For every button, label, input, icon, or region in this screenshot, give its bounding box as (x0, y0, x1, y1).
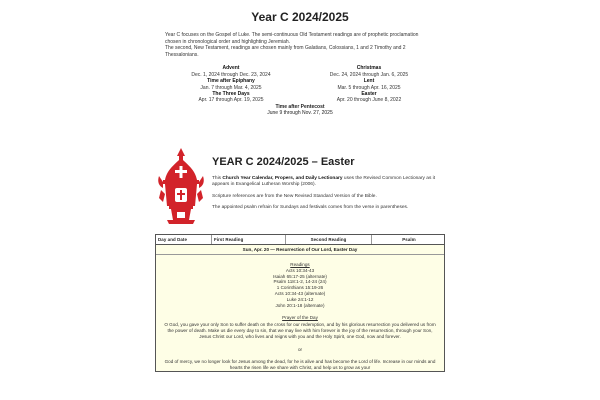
day-content (156, 255, 444, 371)
intro-paragraph-1: Year C focuses on the Gospel of Luke. The semi-continuous Old Testament readings are of prophetic proclamation chosen in chronological order and highlighting Jeremiah. (165, 32, 419, 45)
prayer-heading: Prayer of the Day (282, 315, 318, 321)
season-pentecost: Time after Pentecost June 9 through Nov. 27, 2025 (267, 103, 333, 117)
reading-item: Acts 10:34-43 (alternate) (274, 290, 326, 296)
day-title: Sun, Apr. 20 — Resurrection of Our Lord, Easter Day (156, 245, 444, 255)
header-second-reading: Second Reading (286, 235, 372, 244)
easter-title: YEAR C 2024/2025 – Easter (212, 156, 355, 168)
header-day-and-date: Day and Date (156, 235, 212, 244)
season-christmas: Christmas Dec. 24, 2024 through Jan. 6, 2025 (329, 65, 409, 78)
overview-intro (165, 32, 435, 58)
reading-item: Isaiah 65:17-25 (alternate) (273, 273, 327, 279)
readings-heading: Readings (290, 262, 310, 267)
reading-item: Acts 10:34-43 (285, 267, 315, 273)
season-advent: Advent Dec. 1, 2024 through Dec. 23, 2024 (191, 65, 271, 78)
reading-item: Luke 24:1-12 (286, 296, 314, 302)
reading-item: 1 Corinthians 15:19-26 (276, 285, 324, 291)
year-overview-page (165, 8, 435, 117)
overview-title: Year C 2024/2025 (251, 10, 349, 24)
reading-item: John 20:1-18 (alternate) (275, 302, 325, 308)
header-first-reading: First Reading (212, 235, 286, 244)
prayer-text-2: God of mercy, we no longer look for Jesus among the dead, for he is alive and has become the Lord of life. Increase in our minds and hearts the risen life we share with Christ, and help us to grow as your (164, 359, 436, 371)
easter-header (212, 156, 445, 212)
season-lent: Lent Mar. 5 through Apr. 16, 2025 (337, 78, 401, 91)
psalm-note: The appointed psalm refrain for Sundays and festivals comes from the verse in parentheses. (212, 205, 409, 211)
prayer-text-1: O God, you gave your only Son to suffer death on the cross for our redemption, and by his glorious resurrection you delivered us from the power of death. Make us die every day to sin, that we may live with him forever in the joy of the resurrection, through your Son, Jesus Christ our Lord, who lives and reigns with you and the Holy Spirit, one God, now and forever. (164, 322, 436, 339)
scripture-note: Scripture references are from the New Revised Standard Version of the Bible. (212, 193, 377, 199)
header-psalm: Psalm (402, 237, 416, 242)
season-easter: Easter Apr. 20 through June 8, 2022 (336, 91, 402, 104)
lectionary-note: This Church Year Calendar, Propers, and Daily Lectionary uses the Revised Common Lectionary as it appears in Evangelical Lutheran Worship (2006). (212, 176, 436, 188)
season-list (165, 65, 435, 103)
season-epiphany: Time after Epiphany Jan. 7 through Mar. 4, 2025 (200, 78, 262, 91)
prayer-or: or (297, 346, 303, 352)
intro-paragraph-2: The second, New Testament, readings are chosen mainly from Galatians, Colossians, 1 and 2 Timothy and 2 Thessalonians. (165, 45, 406, 58)
church-logo-icon (155, 146, 207, 226)
season-three-days: The Three Days Apr. 17 through Apr. 19, 2025 (198, 91, 264, 104)
easter-page (155, 146, 445, 371)
lectionary-table (155, 234, 445, 372)
table-header (156, 235, 444, 245)
reading-item: Psalm 118:1-2, 14-24 (24) (273, 279, 327, 285)
